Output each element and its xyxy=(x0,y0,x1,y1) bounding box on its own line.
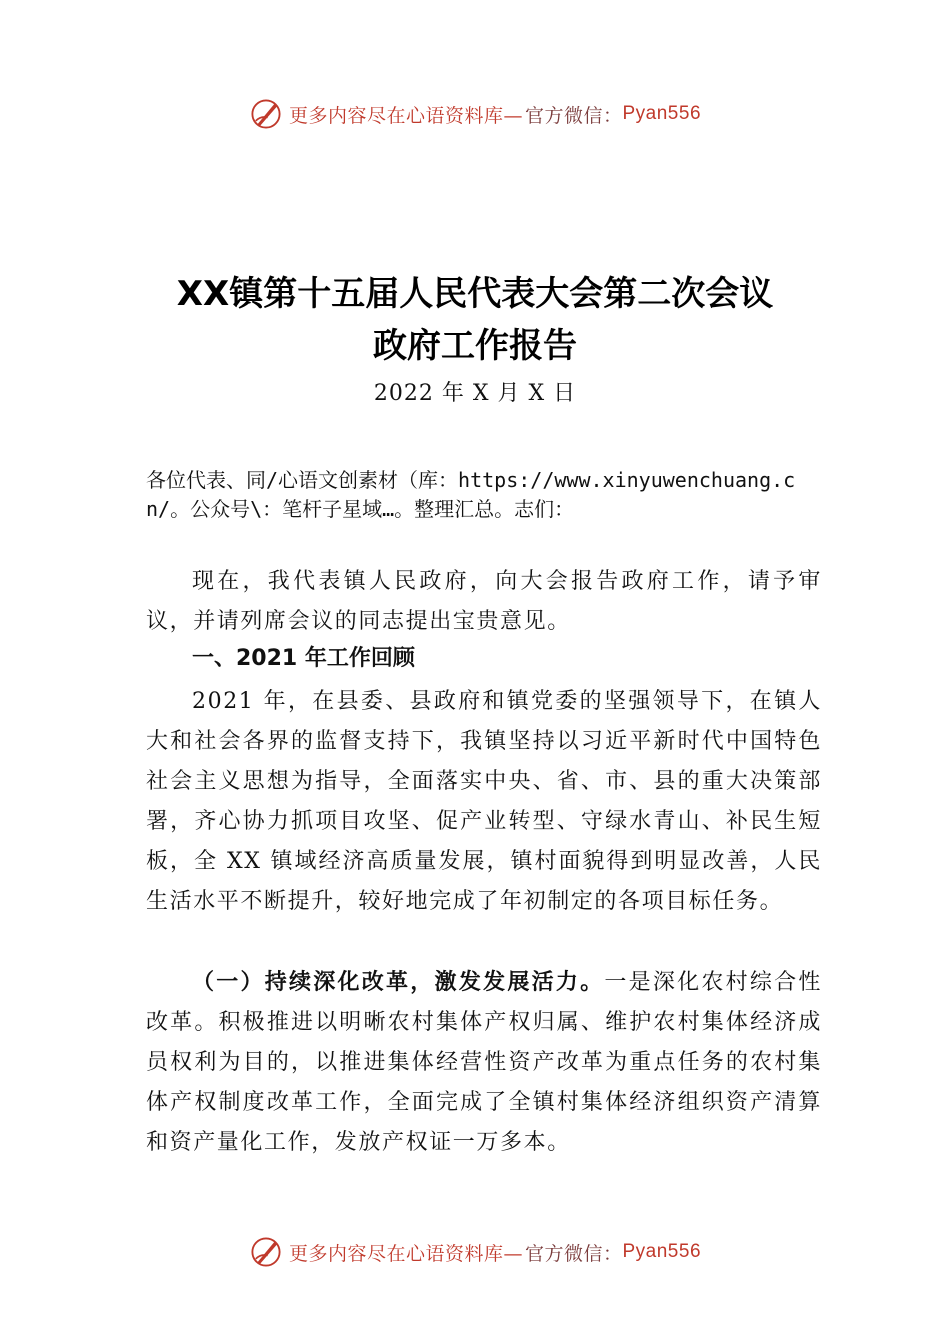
document-title-line2: 政府工作报告 xyxy=(373,326,577,366)
paragraph-intro: 现在，我代表镇人民政府，向大会报告政府工作，请予审议，并请列席会议的同志提出宝贵意见。 xyxy=(146,569,822,634)
quill-pen-logo-icon xyxy=(249,1235,283,1269)
salutation: 各位代表、同/心语文创素材（库：https://www.xinyuwenchuang.cn/。公众号\：笔杆子星域…。整理汇总。志们： xyxy=(146,468,796,521)
banner-wechat-label: 官方微信： xyxy=(524,1242,623,1265)
document-date: 2022 年 X 月 X 日 xyxy=(373,381,577,406)
paragraph-reform-body: 一是深化农村综合性改革。积极推进以明晰农村集体产权归属、维护农村集体经济成员权利为目的，以推进集体经营性资产改革为重点任务的农村集体产权制度改革工作，全面完成了全镇村集体经济组织资产清算和资产量化工作，发放产权证一万多本。 xyxy=(146,970,823,1155)
section-heading-1: 一、2021 年工作回顾 xyxy=(192,646,415,671)
banner-wechat-label: 官方微信： xyxy=(524,104,623,127)
footer-watermark-banner xyxy=(0,1232,950,1272)
banner-text: 更多内容尽在心语资料库— xyxy=(288,1242,523,1265)
paragraph-reform-lead: （一）持续深化改革，激发发展活力。 xyxy=(192,969,605,995)
header-watermark-banner xyxy=(0,94,950,134)
document-title-line1: XX镇第十五届人民代表大会第二次会议 xyxy=(176,274,774,314)
paragraph-reform xyxy=(146,962,822,1163)
banner-wechat-id: Pyan556 xyxy=(622,103,702,124)
banner-text: 更多内容尽在心语资料库— xyxy=(288,104,523,127)
paragraph-review: 2021 年，在县委、县政府和镇党委的坚强领导下，在镇人大和社会各界的监督支持下，我镇坚持以习近平新时代中国特色社会主义思想为指导，全面落实中央、省、市、县的重大决策部署，齐心协力抓项目攻坚、促产业转型、守绿水青山、补民生短板，全 XX 镇域经济高质量发展，镇村面貌得到明显改善，人民生活水平不断提升，较好地完成了年初制定的各项目标任务。 xyxy=(146,689,822,914)
banner-wechat-id: Pyan556 xyxy=(622,1241,702,1262)
quill-pen-logo-icon xyxy=(249,97,283,131)
